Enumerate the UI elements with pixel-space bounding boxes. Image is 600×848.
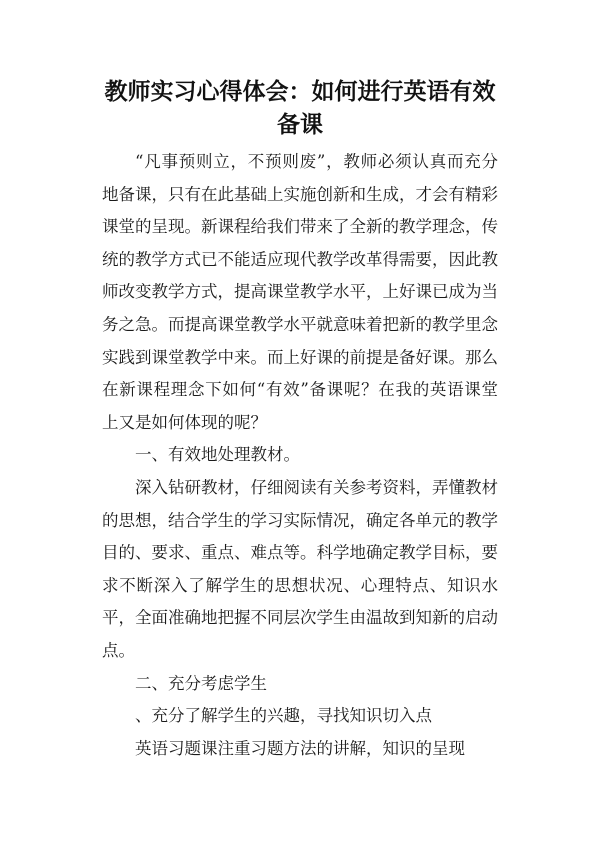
paragraph-textbook: 深入钻研教材，仔细阅读有关参考资料，弄懂教材的思想，结合学生的学习实际情况，确定各单元的教学目的、要求、重点、难点等。科学地确定教学目标，要求不断深入了解学生的思想状况、心理特点、知识水平，全面准确地把握不同层次学生由温故到知新的启动点。 xyxy=(102,477,498,660)
section-heading-1: 一、有效地处理教材。 xyxy=(135,445,300,465)
subsection-heading: 、充分了解学生的兴趣，寻找知识切入点 xyxy=(135,706,432,726)
section-heading-2: 二、充分考虑学生 xyxy=(135,673,267,693)
document-title: 教师实习心得体会：如何进行英语有效备课 xyxy=(104,79,496,138)
document-body xyxy=(102,146,498,765)
paragraph-intro: “凡事预则立，不预则废”，教师必须认真而充分地备课，只有在此基础上实施创新和生成，才会有精彩课堂的呈现。新课程给我们带来了全新的教学理念，传统的教学方式已不能适应现代教学改革得需要，因此教师改变教学方式，提高课堂教学水平，上好课已成为当务之急。而提高课堂教学水平就意味着把新的教学里念实践到课堂教学中来。而上好课的前提是备好课。那么在新课程理念下如何“有效”备课呢？在我的英语课堂上又是如何体现的呢？ xyxy=(102,152,498,432)
paragraph-exercise: 英语习题课注重习题方法的讲解，知识的呈现 xyxy=(135,738,465,758)
